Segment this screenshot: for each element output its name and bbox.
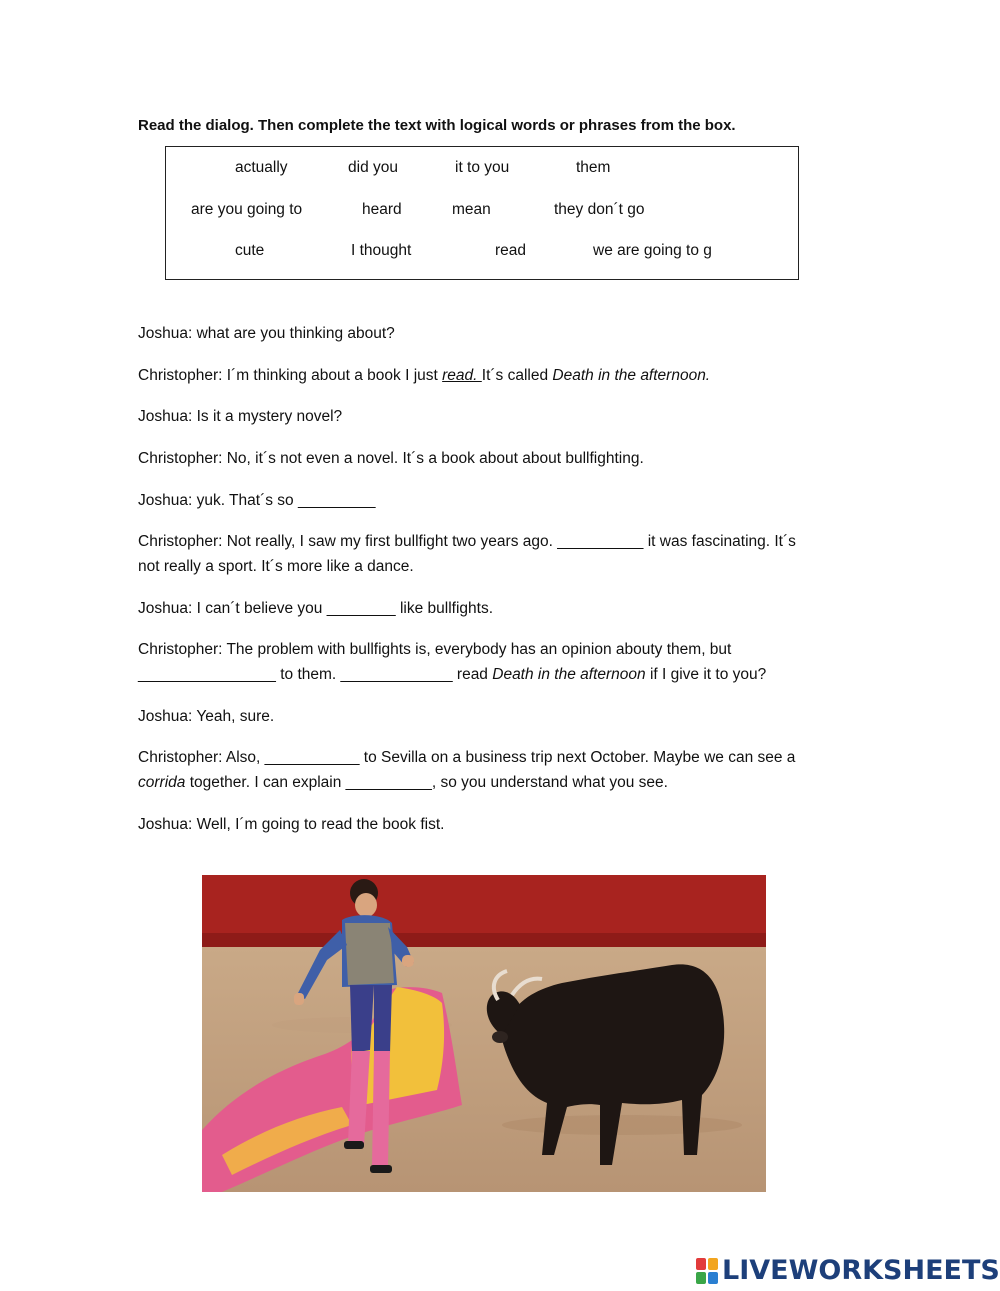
dialog-text: together. I can explain __________, so you understand what you see. — [185, 774, 668, 791]
book-title: Death in the afternoon — [492, 666, 646, 683]
dialog-line: Joshua: what are you thinking about? — [138, 325, 395, 342]
logo-text: LIVEWORKSHEETS — [722, 1255, 1000, 1286]
dialog-line-blank[interactable]: Christopher: Also, ___________ to Sevilla on a business trip next October. Maybe we can see a — [138, 749, 796, 766]
word-bank-item: we are going to g — [593, 242, 712, 259]
dialog-text: Christopher: I´m thinking about a book I just — [138, 367, 443, 384]
dialog-line — [138, 363, 858, 388]
dialog-line: Christopher: No, it´s not even a novel. It´s a book about about bullfighting. — [138, 450, 644, 467]
logo-icon — [696, 1258, 718, 1284]
word-bank-item: them — [576, 159, 611, 176]
dialog-line-blank[interactable]: Joshua: I can´t believe you ________ like bullfights. — [138, 600, 494, 617]
liveworksheets-logo — [696, 1256, 1000, 1286]
word-bank-item: heard — [362, 201, 402, 218]
word-box — [165, 146, 799, 280]
word-bank-item: read — [495, 242, 527, 259]
instructions: Read the dialog. Then complete the text with logical words or phrases from the box. — [138, 117, 736, 134]
word-bank-item: it to you — [455, 159, 510, 176]
word-bank-item: did you — [348, 159, 398, 176]
dialog-line-blank[interactable]: Christopher: Not really, I saw my first bullfight two years ago. __________ it was fascinating. It´s — [138, 533, 796, 550]
dialog-line: Joshua: Yeah, sure. — [138, 708, 275, 725]
word-bank-item: cute — [235, 242, 265, 259]
dialog-line-blank[interactable] — [138, 770, 858, 795]
dialog-text: ________________ to them. _____________ read — [138, 666, 493, 683]
dialog-line-blank[interactable] — [138, 662, 858, 687]
word-bank-item: I thought — [351, 242, 412, 259]
word-bank-item: are you going to — [191, 201, 303, 218]
dialog-line: Christopher: The problem with bullfights is, everybody has an opinion abouty them, but — [138, 641, 732, 658]
dialog-text: corrida — [138, 774, 186, 791]
word-bank-item: they don´t go — [554, 201, 645, 218]
dialog-text: if I give it to you? — [645, 666, 767, 683]
dialog-line: Joshua: Is it a mystery novel? — [138, 408, 343, 425]
bullfight-photo — [202, 875, 766, 1192]
word-bank-item: actually — [235, 159, 288, 176]
dialog-line: Joshua: Well, I´m going to read the book fist. — [138, 816, 445, 833]
book-title: Death in the afternoon. — [552, 367, 711, 384]
dialog-line: not really a sport. It´s more like a dance. — [138, 558, 414, 575]
dialog-text: It´s called — [481, 367, 553, 384]
word-bank-item: mean — [452, 201, 491, 218]
example-answer: read. — [442, 367, 482, 384]
dialog-line-blank[interactable]: Joshua: yuk. That´s so _________ — [138, 492, 376, 509]
